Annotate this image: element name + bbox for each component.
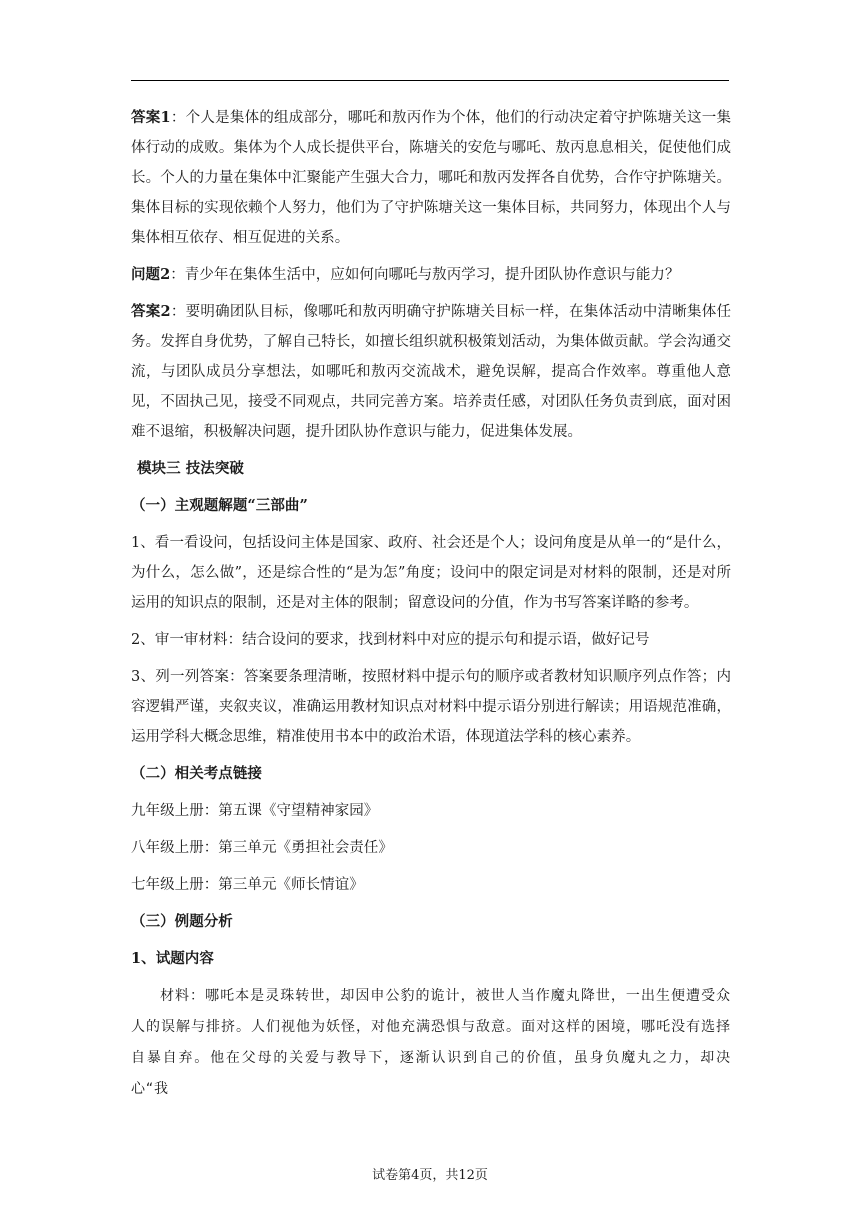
module-3-heading: 模块三 技法突破 (137, 460, 244, 477)
step-1: 1、看一看设问，包括设问主体是国家、政府、社会还是个人；设问角度是从单一的“是什么，为什么，怎么做”，还是综合性的“是为怎”角度；设问中的限定词是对材料的限制，还是对所运用的知识点的限制，还是对主体的限制；留意设问的分值，作为书写答案详略的参考。 (131, 535, 731, 611)
answer-1-label: 答案1 (131, 109, 171, 126)
answer-1-text: ：个人是集体的组成部分，哪吒和敖丙作为个体，他们的行动决定着守护陈塘关这一集体行动的成败。集体为个人成长提供平台，陈塘关的安危与哪吒、敖丙息息相关，促使他们成长。个人的力量在集体中汇聚能产生强大合力，哪吒和敖丙发挥各自优势，合作守护陈塘关。集体目标的实现依赖个人努力，他们为了守护陈塘关这一集体目标，共同努力，体现出个人与集体相互依存、相互促进的关系。 (131, 110, 731, 246)
material-paragraph: 材料：哪吒本是灵珠转世，却因申公豹的诡计，被世人当作魔丸降世，一出生便遭受众人的误解与排挤。人们视他为妖怪，对他充满恐惧与敌意。面对这样的困境，哪吒没有选择自暴自弃。他在父母的关爱与教导下，逐渐认识到自己的价值，虽身负魔丸之力，却决心“我 (131, 988, 731, 1097)
answer-1 (131, 103, 731, 253)
step-2: 2、审一审材料：结合设问的要求，找到材料中对应的提示句和提示语，做好记号 (131, 632, 650, 648)
link-grade-9: 九年级上册：第五课《守望精神家园》 (131, 803, 379, 819)
header-rule (131, 80, 729, 81)
section-3-heading: （三）例题分析 (131, 913, 233, 930)
answer-2 (131, 297, 731, 447)
page-footer: 试卷第4页，共12页 (372, 1168, 488, 1183)
question-2 (131, 260, 731, 290)
page-content (131, 103, 731, 1105)
section-1-heading: （一）主观题解题“三部曲” (131, 497, 308, 514)
subsection-1-heading: 1、试题内容 (131, 950, 214, 967)
step-3: 3、列一列答案：答案要条理清晰，按照材料中提示句的顺序或者教材知识顺序列点作答；内容逻辑严谨，夹叙夹议，准确运用教材知识点对材料中提示语分别进行解读；用语规范准确，运用学科大概念思维，精准使用书本中的政治术语，体现道法学科的核心素养。 (131, 669, 731, 745)
answer-2-label: 答案2 (131, 303, 171, 320)
section-2-heading: （二）相关考点链接 (131, 765, 262, 782)
answer-2-text: ：要明确团队目标，像哪吒和敖丙明确守护陈塘关目标一样，在集体活动中清晰集体任务。发挥自身优势，了解自己特长，如擅长组织就积极策划活动，为集体做贡献。学会沟通交流，与团队成员分享想法，如哪吒和敖丙交流战术，避免误解，提高合作效率。尊重他人意见，不固执己见，接受不同观点，共同完善方案。培养责任感，对团队任务负责到底，面对困难不退缩，积极解决问题，提升团队协作意识与能力，促进集体发展。 (131, 304, 731, 440)
question-2-text: ：青少年在集体生活中，应如何向哪吒与敖丙学习，提升团队协作意识与能力？ (170, 267, 680, 283)
question-2-label: 问题2 (131, 266, 171, 283)
link-grade-7: 七年级上册：第三单元《师长情谊》 (131, 877, 364, 893)
link-grade-8: 八年级上册：第三单元《勇担社会责任》 (131, 840, 393, 856)
